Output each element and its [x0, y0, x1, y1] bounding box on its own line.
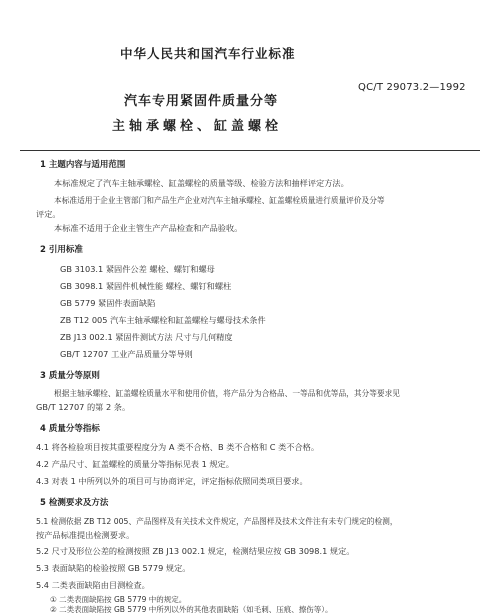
clause-4-2: 4.2 产品尺寸、缸盖螺栓的质量分等指标见表 1 规定。 [36, 459, 234, 469]
clause-5-4: 5.4 二类表面缺陷由目测检查。 [36, 580, 150, 590]
ref-standard-2: GB 3098.1 紧固件机械性能 螺栓、螺钉和螺柱 [60, 281, 232, 291]
section-3-line-2: GB/T 12707 的第 2 条。 [36, 402, 131, 412]
note-1: ① 二类表面缺陷按 GB 5779 中的规定。 [50, 595, 187, 604]
ref-standard-1: GB 3103.1 紧固件公差 螺栓、螺钉和螺母 [60, 264, 215, 274]
clause-4-3: 4.3 对表 1 中所列以外的项目可与协商评定，评定指标依照同类项目要求。 [36, 476, 308, 486]
title-line-2: 主轴承螺栓、缸盖螺栓 [112, 119, 283, 134]
clause-5-2: 5.2 尺寸及形位公差的检测按照 ZB J13 002.1 规定，检测结果应按 GB 3098.1 规定。 [36, 546, 355, 556]
section-heading-4: 4 质量分等指标 [40, 424, 100, 434]
section-heading-5: 5 检测要求及方法 [40, 498, 109, 508]
header-rule [20, 150, 480, 151]
section-heading-3: 3 质量分等原则 [40, 371, 100, 381]
clause-5-1-cont: 按产品标准提出检测要求。 [36, 530, 135, 540]
clause-5-3: 5.3 表面缺陷的检验按照 GB 5779 规定。 [36, 563, 191, 573]
clause-4-1: 4.1 将各检验项目按其重要程度分为 A 类不合格、B 类不合格和 C 类不合格。 [36, 442, 320, 452]
ref-standard-4: ZB T12 005 汽车主轴承螺栓和缸盖螺栓与螺母技术条件 [60, 315, 266, 325]
ref-standard-6: GB/T 12707 工业产品质量分等导则 [60, 349, 193, 359]
note-2: ② 二类表面缺陷按 GB 5779 中所列以外的其他表面缺陷（如毛刺、压痕、擦伤等）。 [50, 605, 333, 614]
section-heading-2: 2 引用标准 [40, 245, 83, 255]
standard-number: QC/T 29073.2—1992 [358, 82, 466, 93]
ref-standard-3: GB 5779 紧固件表面缺陷 [60, 298, 156, 308]
org-line: 中华人民共和国汽车行业标准 [120, 46, 296, 61]
section-heading-1: 1 主题内容与适用范围 [40, 160, 126, 170]
section-1-line-2: 本标准适用于企业主管部门和产品生产企业对汽车主轴承螺栓、缸盖螺栓质量进行质量评价及分等 [54, 196, 385, 205]
ref-standard-5: ZB J13 002.1 紧固件测试方法 尺寸与几何精度 [60, 332, 233, 342]
section-1-line-1: 本标准规定了汽车主轴承螺栓、缸盖螺栓的质量等级、检验方法和抽样评定方法。 [54, 178, 349, 188]
section-3-line-1: 根据主轴承螺栓、缸盖螺栓质量水平和使用价值，将产品分为合格品、一等品和优等品，其分等要求见 [54, 389, 400, 398]
section-1-line-3: 评定。 [36, 209, 61, 219]
title-line-1: 汽车专用紧固件质量分等 [124, 94, 279, 109]
clause-5-1: 5.1 检测依据 ZB T12 005、产品图样及有关技术文件规定，产品图样及技术文件注有未专门规定的检测， [36, 517, 398, 526]
section-1-line-4: 本标准不适用于企业主管生产产品检查和产品验收。 [54, 223, 243, 233]
